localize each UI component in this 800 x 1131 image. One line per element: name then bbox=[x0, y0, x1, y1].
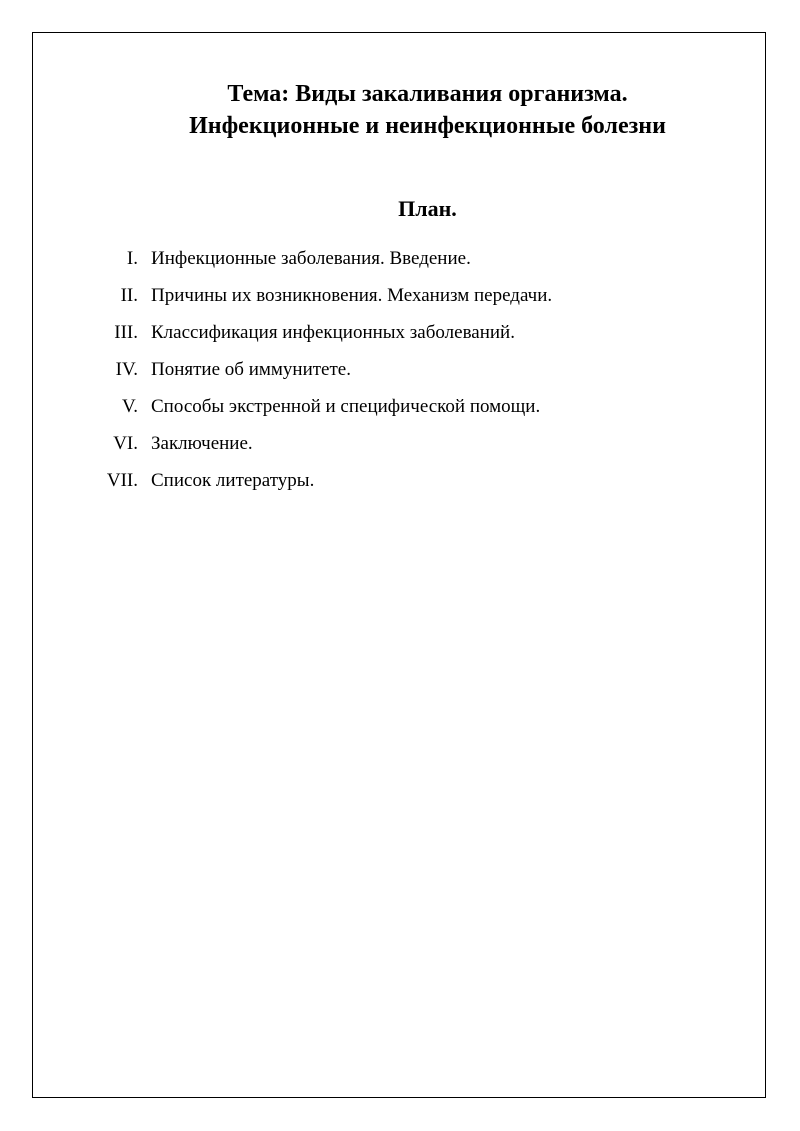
plan-heading: План. bbox=[398, 196, 457, 221]
plan-item-number: I. bbox=[126, 248, 138, 269]
plan-item-number: IV. bbox=[115, 359, 138, 380]
plan-item-text: Понятие об иммунитете. bbox=[151, 359, 351, 380]
page-frame bbox=[32, 32, 766, 1098]
plan-item-number: VII. bbox=[106, 470, 138, 491]
plan-item-text: Список литературы. bbox=[151, 470, 315, 491]
plan-item-number: II. bbox=[120, 285, 138, 306]
plan-item-number: VI. bbox=[113, 433, 138, 454]
plan-item bbox=[90, 429, 552, 466]
plan-item-number: III. bbox=[114, 322, 138, 343]
plan-item bbox=[90, 318, 552, 355]
plan-item bbox=[90, 392, 552, 429]
document-title bbox=[60, 78, 795, 142]
plan-list bbox=[90, 244, 552, 503]
plan-item-text: Заключение. bbox=[151, 433, 253, 454]
plan-item-text: Классификация инфекционных заболеваний. bbox=[151, 322, 515, 343]
title-line-2: Инфекционные и неинфекционные болезни bbox=[189, 113, 666, 139]
plan-item bbox=[90, 281, 552, 318]
plan-item bbox=[90, 244, 552, 281]
plan-item-text: Инфекционные заболевания. Введение. bbox=[151, 248, 471, 269]
plan-item-text: Причины их возникновения. Механизм передачи. bbox=[151, 285, 553, 306]
plan-item bbox=[90, 466, 552, 503]
plan-item bbox=[90, 355, 552, 392]
title-line-1: Тема: Виды закаливания организма. bbox=[227, 81, 628, 107]
plan-item-text: Способы экстренной и специфической помощи. bbox=[151, 396, 541, 417]
plan-item-number: V. bbox=[121, 396, 138, 417]
